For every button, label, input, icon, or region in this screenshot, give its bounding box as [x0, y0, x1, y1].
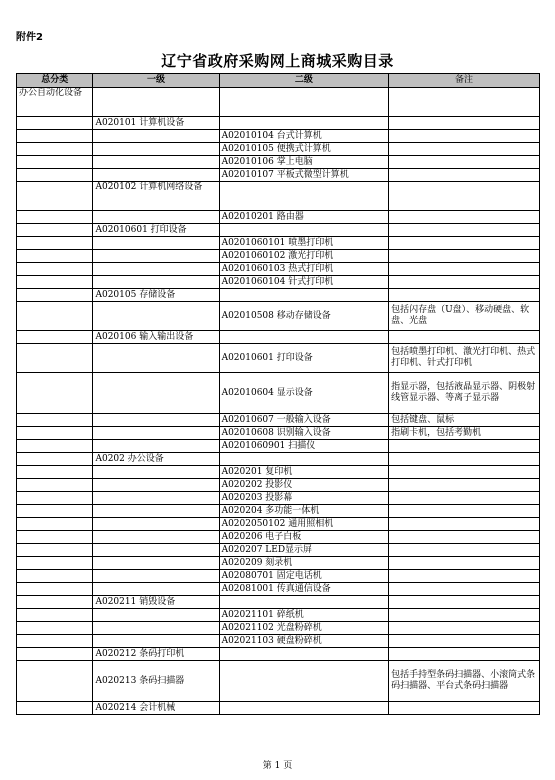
- header-level-1: 一级: [93, 74, 219, 88]
- table-row: [17, 156, 540, 169]
- level-2-cell: A020203 投影幕: [219, 492, 389, 505]
- table-row: [17, 276, 540, 289]
- remarks-cell: 指显示器，包括液晶显示器、阴极射线管显示器、等离子显示器: [389, 373, 540, 414]
- level-2-cell: [219, 331, 389, 344]
- remarks-cell: [389, 518, 540, 531]
- table-row: [17, 440, 540, 453]
- remarks-cell: [389, 635, 540, 648]
- level-1-cell: [93, 505, 219, 518]
- category-cell: [17, 557, 93, 570]
- level-2-cell: [219, 289, 389, 302]
- level-1-cell: [93, 518, 219, 531]
- remarks-cell: [389, 237, 540, 250]
- table-row: [17, 143, 540, 156]
- remarks-cell: 包括喷墨打印机、激光打印机、热式打印机、针式打印机: [389, 344, 540, 373]
- level-1-cell: [93, 466, 219, 479]
- table-row: [17, 211, 540, 224]
- table-row: [17, 466, 540, 479]
- table-header-row: [17, 74, 540, 88]
- level-1-cell: [93, 531, 219, 544]
- level-2-cell: A02010105 便携式计算机: [219, 143, 389, 156]
- table-row: [17, 492, 540, 505]
- category-cell: [17, 531, 93, 544]
- category-cell: [17, 143, 93, 156]
- document-title: 辽宁省政府采购网上商城采购目录: [161, 52, 394, 70]
- table-row: [17, 557, 540, 570]
- level-1-cell: [93, 570, 219, 583]
- level-1-cell: [93, 635, 219, 648]
- table-row: [17, 169, 540, 182]
- level-1-cell: A020106 输入输出设备: [93, 331, 219, 344]
- level-2-cell: A02010106 掌上电脑: [219, 156, 389, 169]
- level-1-cell: A020212 条码打印机: [93, 648, 219, 661]
- remarks-cell: [389, 169, 540, 182]
- category-cell: [17, 466, 93, 479]
- table-row: [17, 224, 540, 237]
- remarks-cell: [389, 570, 540, 583]
- table-row: [17, 117, 540, 130]
- level-1-cell: [93, 237, 219, 250]
- remarks-cell: [389, 544, 540, 557]
- category-cell: [17, 583, 93, 596]
- remarks-cell: [389, 276, 540, 289]
- level-1-cell: [93, 609, 219, 622]
- level-1-cell: [93, 414, 219, 427]
- remarks-cell: [389, 440, 540, 453]
- table-row: [17, 583, 540, 596]
- level-2-cell: A02080701 固定电话机: [219, 570, 389, 583]
- table-row: [17, 130, 540, 143]
- level-2-cell: [219, 117, 389, 130]
- category-cell: [17, 518, 93, 531]
- category-cell: [17, 182, 93, 211]
- level-1-cell: [93, 250, 219, 263]
- remarks-cell: [389, 156, 540, 169]
- category-cell: [17, 609, 93, 622]
- category-cell: [17, 492, 93, 505]
- level-1-cell: [93, 479, 219, 492]
- category-cell: [17, 156, 93, 169]
- level-2-cell: [219, 596, 389, 609]
- remarks-cell: [389, 88, 540, 117]
- level-2-cell: A020202 投影仪: [219, 479, 389, 492]
- level-2-cell: A02021102 光盘粉碎机: [219, 622, 389, 635]
- category-cell: [17, 661, 93, 702]
- level-1-cell: A020101 计算机设备: [93, 117, 219, 130]
- header-level-2: 二级: [219, 74, 389, 88]
- table-row: [17, 373, 540, 414]
- category-cell: [17, 302, 93, 331]
- table-row: [17, 518, 540, 531]
- remarks-cell: [389, 505, 540, 518]
- level-2-cell: [219, 224, 389, 237]
- remarks-cell: 包括键盘、鼠标: [389, 414, 540, 427]
- level-2-cell: [219, 661, 389, 702]
- table-row: [17, 702, 540, 715]
- remarks-cell: [389, 130, 540, 143]
- level-2-cell: A020209 刻录机: [219, 557, 389, 570]
- category-cell: [17, 169, 93, 182]
- remarks-cell: [389, 263, 540, 276]
- level-1-cell: [93, 276, 219, 289]
- table-row: [17, 544, 540, 557]
- level-1-cell: A020214 会计机械: [93, 702, 219, 715]
- level-1-cell: [93, 130, 219, 143]
- level-1-cell: [93, 544, 219, 557]
- category-cell: [17, 344, 93, 373]
- remarks-cell: [389, 609, 540, 622]
- remarks-cell: 包括手持型条码扫描器、小滚筒式条码扫描器、平台式条码扫描器: [389, 661, 540, 702]
- remarks-cell: [389, 557, 540, 570]
- category-cell: [17, 544, 93, 557]
- level-2-cell: A02010608 识别输入设备: [219, 427, 389, 440]
- category-cell: [17, 453, 93, 466]
- level-1-cell: [93, 492, 219, 505]
- level-1-cell: [93, 156, 219, 169]
- table-row: [17, 453, 540, 466]
- level-1-cell: [93, 143, 219, 156]
- level-2-cell: A02010508 移动存储设备: [219, 302, 389, 331]
- level-2-cell: A02010604 显示设备: [219, 373, 389, 414]
- level-1-cell: [93, 169, 219, 182]
- level-2-cell: A0202050102 通用照相机: [219, 518, 389, 531]
- page-footer: 第 1 页: [262, 761, 293, 771]
- level-2-cell: A020206 电子白板: [219, 531, 389, 544]
- category-cell: [17, 635, 93, 648]
- remarks-cell: [389, 143, 540, 156]
- level-2-cell: [219, 648, 389, 661]
- category-cell: [17, 596, 93, 609]
- category-cell: [17, 373, 93, 414]
- table-row: [17, 250, 540, 263]
- level-2-cell: A0201060101 喷墨打印机: [219, 237, 389, 250]
- remarks-cell: [389, 466, 540, 479]
- remarks-cell: [389, 583, 540, 596]
- attachment-label: 附件2: [16, 32, 43, 43]
- level-2-cell: A02010107 平板式微型计算机: [219, 169, 389, 182]
- category-cell: [17, 622, 93, 635]
- category-cell: [17, 276, 93, 289]
- category-cell: [17, 479, 93, 492]
- table-row: [17, 414, 540, 427]
- table-row: [17, 182, 540, 211]
- remarks-cell: [389, 702, 540, 715]
- level-1-cell: [93, 263, 219, 276]
- table-row: [17, 344, 540, 373]
- table-row: [17, 661, 540, 702]
- category-cell: [17, 331, 93, 344]
- remarks-cell: [389, 331, 540, 344]
- category-cell: [17, 427, 93, 440]
- category-cell: [17, 237, 93, 250]
- category-cell: [17, 117, 93, 130]
- table-row: [17, 570, 540, 583]
- remarks-cell: [389, 453, 540, 466]
- remarks-cell: [389, 289, 540, 302]
- category-cell: 办公自动化设备: [17, 88, 93, 117]
- table-row: [17, 596, 540, 609]
- remarks-cell: [389, 182, 540, 211]
- catalog-table: [16, 73, 540, 715]
- level-2-cell: A02010607 一般输入设备: [219, 414, 389, 427]
- category-cell: [17, 570, 93, 583]
- category-cell: [17, 505, 93, 518]
- category-cell: [17, 224, 93, 237]
- header-remarks: 备注: [389, 74, 540, 88]
- category-cell: [17, 130, 93, 143]
- remarks-cell: 包括闪存盘（U盘）、移动硬盘、软盘、光盘: [389, 302, 540, 331]
- level-2-cell: A0201060104 针式打印机: [219, 276, 389, 289]
- level-1-cell: [93, 440, 219, 453]
- level-1-cell: A020105 存储设备: [93, 289, 219, 302]
- category-cell: [17, 289, 93, 302]
- level-2-cell: [219, 88, 389, 117]
- table-row: [17, 263, 540, 276]
- table-row: [17, 88, 540, 117]
- level-1-cell: [93, 557, 219, 570]
- remarks-cell: [389, 250, 540, 263]
- level-1-cell: A0202 办公设备: [93, 453, 219, 466]
- table-row: [17, 237, 540, 250]
- level-1-cell: [93, 88, 219, 117]
- table-row: [17, 331, 540, 344]
- level-1-cell: [93, 622, 219, 635]
- remarks-cell: [389, 622, 540, 635]
- table-row: [17, 479, 540, 492]
- table-row: [17, 289, 540, 302]
- level-1-cell: [93, 302, 219, 331]
- level-2-cell: [219, 453, 389, 466]
- remarks-cell: 指刷卡机，包括考勤机: [389, 427, 540, 440]
- level-2-cell: A02010601 打印设备: [219, 344, 389, 373]
- level-2-cell: A02021101 碎纸机: [219, 609, 389, 622]
- table-row: [17, 622, 540, 635]
- level-1-cell: A020213 条码扫描器: [93, 661, 219, 702]
- remarks-cell: [389, 531, 540, 544]
- level-1-cell: [93, 211, 219, 224]
- table-row: [17, 635, 540, 648]
- category-cell: [17, 440, 93, 453]
- level-1-cell: A020102 计算机网络设备: [93, 182, 219, 211]
- level-1-cell: [93, 344, 219, 373]
- level-2-cell: A02081001 传真通信设备: [219, 583, 389, 596]
- level-2-cell: A02010104 台式计算机: [219, 130, 389, 143]
- level-2-cell: A02010201 路由器: [219, 211, 389, 224]
- remarks-cell: [389, 117, 540, 130]
- remarks-cell: [389, 211, 540, 224]
- header-category: 总分类: [17, 74, 93, 88]
- level-2-cell: A0201060102 激光打印机: [219, 250, 389, 263]
- level-1-cell: [93, 583, 219, 596]
- level-2-cell: [219, 182, 389, 211]
- level-2-cell: A020207 LED显示屏: [219, 544, 389, 557]
- remarks-cell: [389, 492, 540, 505]
- level-1-cell: [93, 373, 219, 414]
- level-2-cell: A0201060103 热式打印机: [219, 263, 389, 276]
- level-2-cell: A0201060901 扫描仪: [219, 440, 389, 453]
- table-row: [17, 609, 540, 622]
- category-cell: [17, 414, 93, 427]
- level-2-cell: A020204 多功能一体机: [219, 505, 389, 518]
- table-row: [17, 505, 540, 518]
- remarks-cell: [389, 596, 540, 609]
- remarks-cell: [389, 224, 540, 237]
- category-cell: [17, 211, 93, 224]
- category-cell: [17, 702, 93, 715]
- category-cell: [17, 648, 93, 661]
- table-row: [17, 302, 540, 331]
- remarks-cell: [389, 479, 540, 492]
- table-row: [17, 648, 540, 661]
- level-2-cell: A02021103 硬盘粉碎机: [219, 635, 389, 648]
- remarks-cell: [389, 648, 540, 661]
- category-cell: [17, 250, 93, 263]
- level-2-cell: [219, 702, 389, 715]
- category-cell: [17, 263, 93, 276]
- table-row: [17, 427, 540, 440]
- level-2-cell: A020201 复印机: [219, 466, 389, 479]
- level-1-cell: A02010601 打印设备: [93, 224, 219, 237]
- table-row: [17, 531, 540, 544]
- level-1-cell: [93, 427, 219, 440]
- level-1-cell: A020211 销毁设备: [93, 596, 219, 609]
